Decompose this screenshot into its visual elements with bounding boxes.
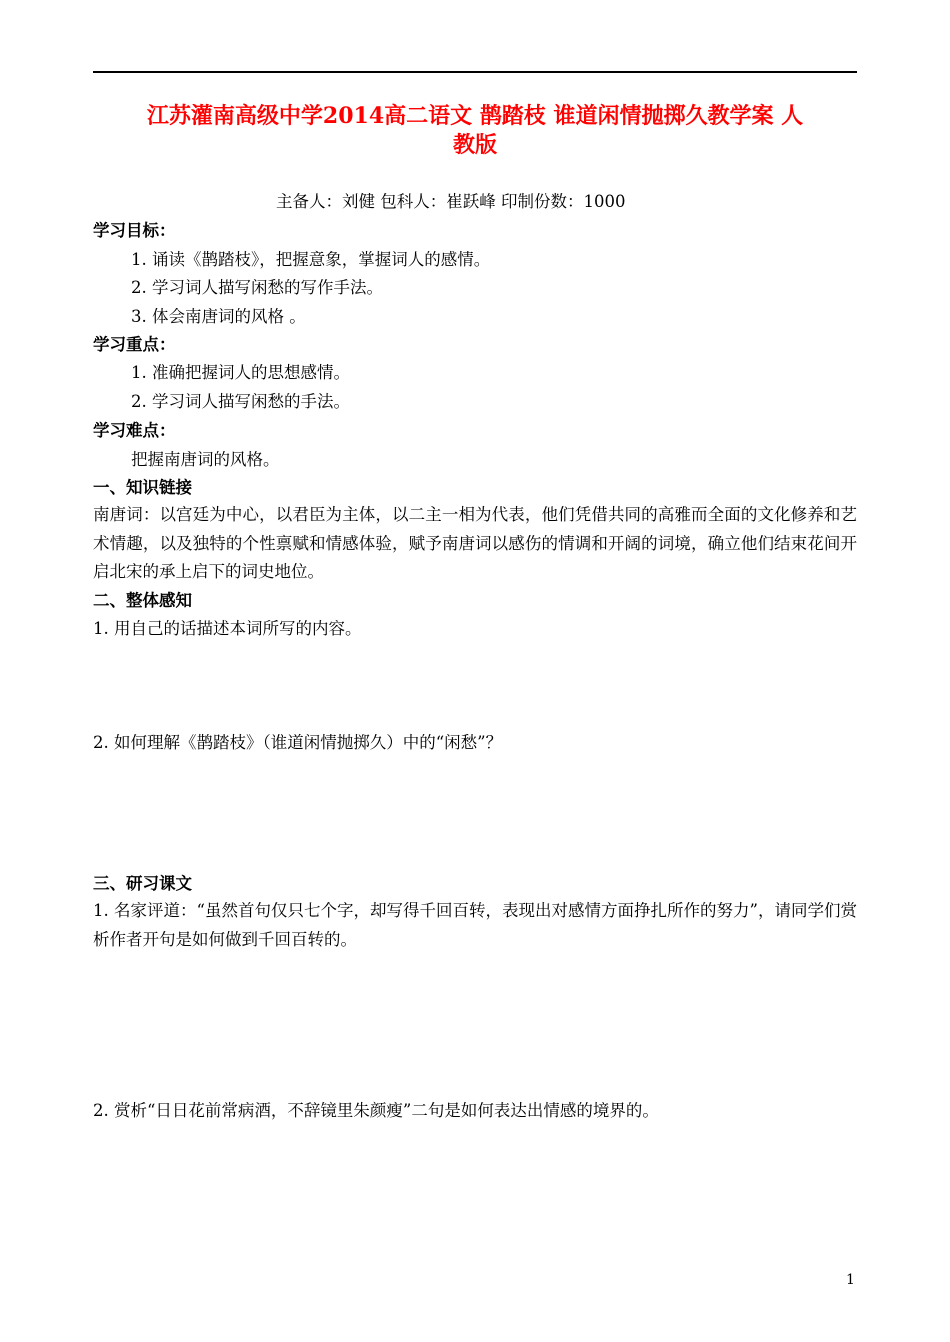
page-number: 1 [846, 1272, 855, 1288]
section1-heading: 一、知识链接 [93, 478, 192, 497]
goal-item: 3. 体会南唐词的风格 。 [131, 307, 306, 326]
difficulty-heading: 学习难点： [93, 421, 176, 440]
focus-heading: 学习重点： [93, 335, 176, 354]
section3-heading: 三、研习课文 [93, 874, 192, 893]
section2-question-2: 2. 如何理解《鹊踏枝》（谁道闲情抛掷久）中的“闲愁”？ [93, 733, 503, 752]
difficulty-text: 把握南唐词的风格。 [131, 450, 280, 469]
goal-item: 2. 学习词人描写闲愁的写作手法。 [131, 278, 383, 297]
section2-question-1: 1. 用自己的话描述本词所写的内容。 [93, 619, 362, 638]
section2-heading: 二、整体感知 [93, 591, 192, 610]
document-title [93, 102, 857, 160]
focus-item: 1. 准确把握词人的思想感情。 [131, 363, 350, 382]
goal-item: 1. 诵读《鹊踏枝》，把握意象，掌握词人的感情。 [131, 250, 491, 269]
title-line-1: 江苏灌南高级中学2014高二语文 鹊踏枝 谁道闲情抛掷久教学案 人 [146, 103, 804, 129]
section3-question-1: 1. 名家评道：“虽然首句仅只七个字，却写得千回百转，表现出对感情方面挣扎所作的努力”，请同学们赏析作者开句是如何做到千回百转的。 [93, 901, 857, 949]
focus-item: 2. 学习词人描写闲愁的手法。 [131, 392, 350, 411]
title-line-2: 教版 [452, 132, 497, 158]
header-rule [93, 71, 857, 73]
goals-heading: 学习目标： [93, 221, 176, 240]
section3-question-2: 2. 赏析“日日花前常病酒，不辞镜里朱颜瘦”二句是如何表达出情感的境界的。 [93, 1101, 659, 1120]
section1-paragraph: 南唐词：以宫廷为中心，以君臣为主体，以二主一相为代表，他们凭借共同的高雅而全面的文化修养和艺术情趣，以及独特的个性禀赋和情感体验，赋予南唐词以感伤的情调和开阔的词境，确立他们结束花间开启北宋的承上启下的词史地位。 [93, 505, 857, 581]
authors-line: 主备人：刘健 包科人：崔跃峰 印制份数：1000 [276, 192, 626, 211]
